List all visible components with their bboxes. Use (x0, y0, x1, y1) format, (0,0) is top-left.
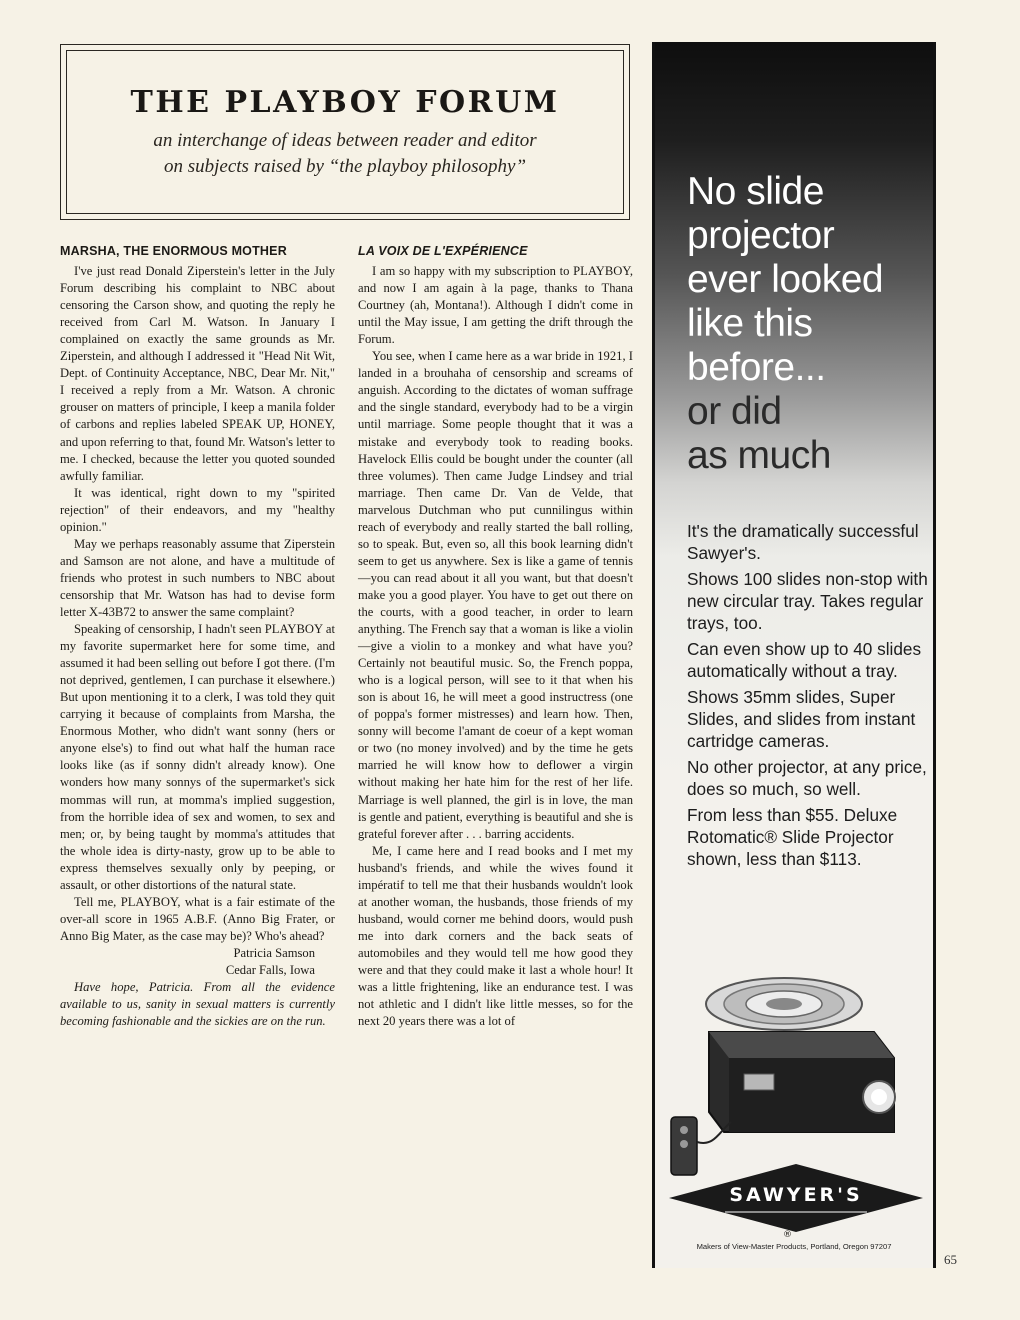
article-paragraph: May we perhaps reasonably assume that Ziperstein and Samson are not alone, and have a multitude of friends who protest in such numbers to NBC about censorship that Mr. Watson has had to devise form letter X-43B72 to answer the same complaint? (60, 536, 335, 619)
article-paragraph: Me, I came here and I read books and I met my husband's friends, and while the wives found it impératif to tell me that their husbands wouldn't look at another woman, the husbands, those friends of my husband, would corner me behind doors, would push me into dark corners and the back seats of automobiles and they would tell me how good they were and that they could make it last a whole hour! It was a little frightening, like an endurance test. I was not athletic and I didn't like little messes, so for the next 20 years there was a lot of (358, 843, 633, 1029)
headline-line: as much (687, 434, 831, 477)
forum-masthead (60, 44, 630, 220)
registered-mark: ® (783, 1230, 792, 1240)
article-paragraph: Tell me, PLAYBOY, what is a fair estimate of the over-all score in 1965 A.B.F. (Anno Big Frater, or Anno Big Mater, as the case may be)? Who's ahead? (60, 894, 335, 943)
ad-body-paragraph: From less than $55. Deluxe Rotomatic® Slide Projector shown, less than $113. (687, 805, 898, 869)
page-number: 65 (944, 1252, 957, 1267)
article-heading: LA VOIX DE L'EXPÉRIENCE (358, 244, 528, 258)
article-paragraph: It was identical, right down to my "spirited rejection" of their endeavors, and my "healthy opinion." (60, 485, 335, 534)
ad-footer: Makers of View-Master Products, Portland, Oregon 97207 (696, 1242, 892, 1251)
ad-body-paragraph: It's the dramatically successful Sawyer's. (687, 521, 919, 563)
article-column-left (60, 243, 335, 1030)
ad-body-paragraph: Shows 35mm slides, Super Slides, and slides from instant cartridge cameras. (687, 687, 916, 751)
article-paragraph: You see, when I came here as a war bride in 1921, I landed in a brouhaha of censorship and screams of anguish. According to the dictates of woman suffrage and the single standard, everybody had to be a virgin until marriage. Some people thought that it was a mistake and everybody took to reading books. Havelock Ellis could be bought under the counter (all three volumes). Then came Judge Lindsey and trial marriage. Then came Dr. Van de Velde, that marvelous Dutchman who put cunnilingus within reach of everybody and really started the ball rolling, so to speak. But, even so, all this book learning didn't seem to get us anywhere. Sex is like a game of tennis—you can read about it all you want, but that doesn't make you a good player. You have to get out there on the courts, with a good teacher, in order to learn anything. The French say that a woman is like a violin—give a violin to a monkey and what have you? Certainly not beautiful music. So, the French poppa, who is a logical person, will see to it that when his son is about 16, he will meet a good instructress (one of poppa's former mistresses) and learn how. Then, sonny will become l'amant de coeur of a kept woman or two (no money involved) and by the time he gets married he will know how to deflower a virgin without making her hate him for the rest of her life. Marriage is well planned, the girl is in love, the man is gentle and patient, everything is beautiful and she is grateful forever after . . . barring accidents. (358, 349, 633, 841)
sawyers-advertisement (652, 42, 936, 1268)
headline-line: like this (687, 302, 813, 345)
sawyers-logo (665, 1162, 927, 1234)
headline-line: ever looked (687, 258, 884, 301)
headline-line: or did (687, 390, 782, 433)
article-paragraph: I've just read Donald Ziperstein's letter in the July Forum describing his complaint to NBC about censoring the Carson show, and quoting the reply he received from Carl M. Watson. In January I complained on exactly the same grounds as Mr. Ziperstein, and although I addressed it "Head Nit Wit, Dept. of Continuity Acceptance, NBC, Dear Mr. Nit," I received a reply from a Mr. Watson. A chronic grouser on matters of principle, I keep a manila folder of carbons and replies labeled SPEAK UP, HONEY, and upon referring to that, found Mr. Watson's letter to me. I checked, because the letter you quoted sounded awfully familiar. (60, 264, 335, 483)
article-paragraph: Speaking of censorship, I hadn't seen PLAYBOY at my favorite supermarket here for some time, and assumed it had been selling out before I got there. (I'm not deprived, gentlemen, I can purchase it elsewhere.) But upon mentioning it to a clerk, I was told they quit carrying it because of complaints from Marsha, the Enormous Mother, who didn't want sonny (hers or anyone else's) to find out what half the human race looks like (as if sonny didn't already know). One wonders how many sonnys of the supermarket's sick mommas will run, at momma's implied suggestion, from the horrible idea of sex and women, to sex and men; or, by being taught by momma's attitudes that the whole idea is dirty-nasty, grow up to be able to express themselves sexually only by peeping, or assault, or other distortions of the natural state. (60, 622, 335, 892)
ad-headline (687, 170, 927, 478)
article-column-right (358, 243, 633, 1030)
editor-reply: Have hope, Patricia. From all the evidence available to us, sanity in sexual matters is currently becoming fashionable and the sickies are on the run. (60, 980, 335, 1029)
article-heading: MARSHA, THE ENORMOUS MOTHER (60, 244, 287, 258)
ad-body-copy (687, 520, 932, 874)
ad-body-paragraph: Shows 100 slides non-stop with new circular tray. Takes regular trays, too. (687, 569, 928, 633)
headline-line: No slide (687, 170, 824, 213)
signature-name: Patricia Samson (233, 945, 315, 960)
page-title: THE PLAYBOY FORUM (130, 85, 560, 120)
logo-text: SAWYER'S (729, 1184, 863, 1206)
headline-line: before... (687, 346, 826, 389)
masthead-subtitle (67, 128, 623, 180)
headline-line: projector (687, 214, 835, 257)
subtitle-line: an interchange of ideas between reader and editor (153, 130, 537, 151)
subtitle-line: on subjects raised by “the playboy philosophy” (163, 156, 527, 177)
ad-body-paragraph: No other projector, at any price, does so much, so well. (687, 757, 927, 799)
signature-place: Cedar Falls, Iowa (225, 962, 315, 977)
article-paragraph: I am so happy with my subscription to PLAYBOY, and now I am again à la page, thanks to Thana Courtney (ah, Montana!). Although I didn't come in until the May issue, I am getting the drift through the Forum. (358, 264, 633, 347)
ad-body-paragraph: Can even show up to 40 slides automatically without a tray. (687, 639, 922, 681)
